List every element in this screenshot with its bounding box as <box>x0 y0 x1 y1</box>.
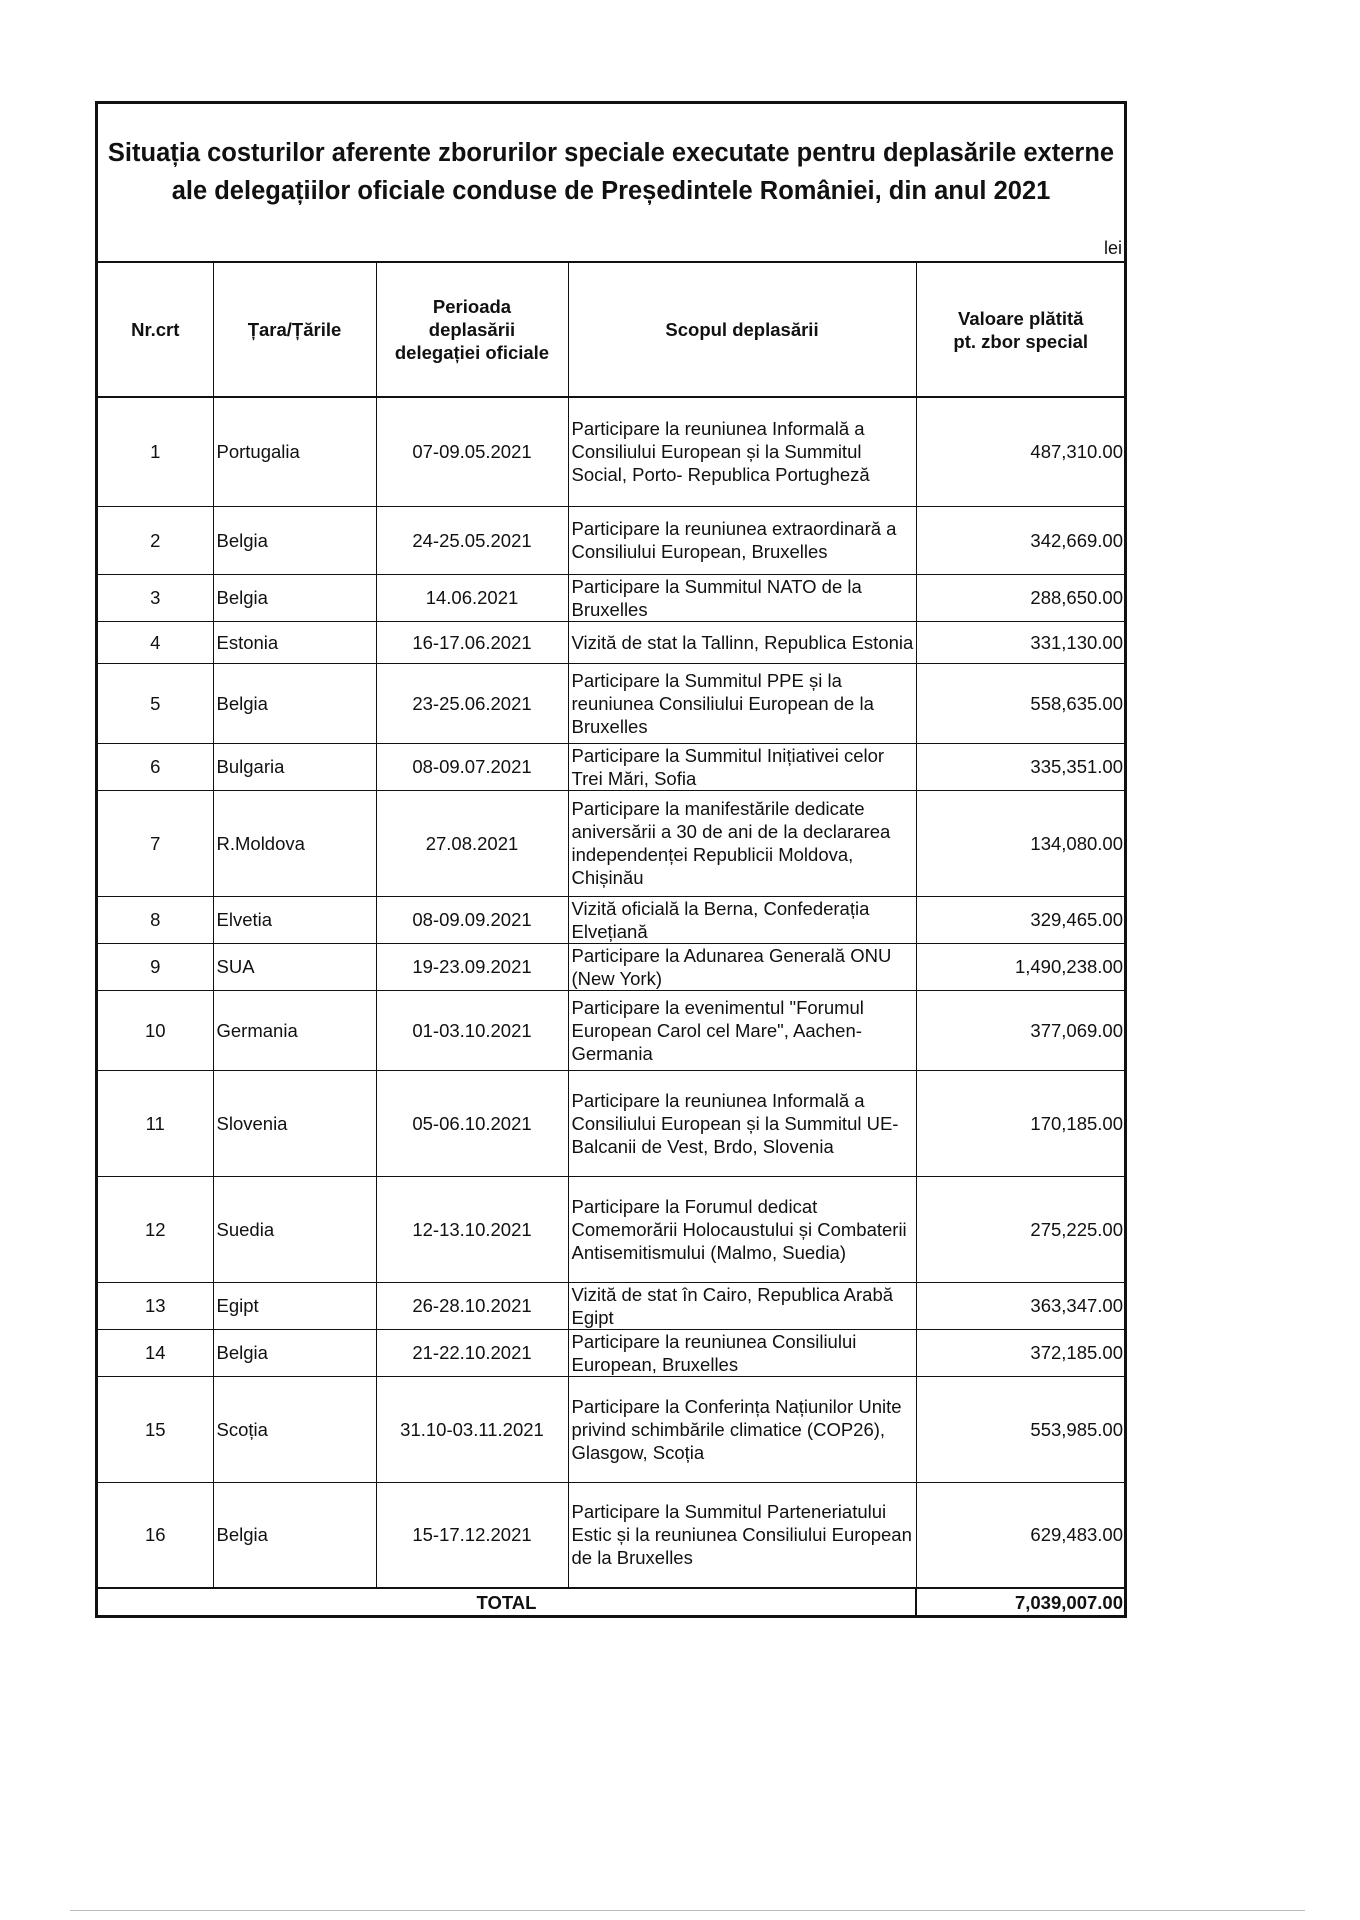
row-period-cell: 19-23.09.2021 <box>376 943 568 990</box>
row-period-cell: 16-17.06.2021 <box>376 621 568 663</box>
row-scope-cell: Participare la reuniunea Informală a Consiliului European și la Summitul Social, Porto- Republica Portugheză <box>568 397 916 506</box>
table-row <box>98 790 1125 896</box>
header-period: Perioada deplasării delegației oficiale <box>376 263 568 397</box>
table-row <box>98 743 1125 790</box>
row-period-cell: 05-06.10.2021 <box>376 1070 568 1176</box>
table-row <box>98 1282 1125 1329</box>
table-row <box>98 1176 1125 1282</box>
row-value-cell: 487,310.00 <box>916 397 1125 506</box>
row-value-cell: 288,650.00 <box>916 574 1125 621</box>
row-country-cell: SUA <box>213 943 376 990</box>
row-nr-cell: 6 <box>98 743 213 790</box>
row-value-cell: 342,669.00 <box>916 506 1125 574</box>
row-scope-cell: Participare la reuniunea Consiliului European, Bruxelles <box>568 1329 916 1376</box>
row-nr-cell: 7 <box>98 790 213 896</box>
table-row <box>98 1329 1125 1376</box>
row-period-cell: 21-22.10.2021 <box>376 1329 568 1376</box>
row-scope-cell: Vizită de stat la Tallinn, Republica Estonia <box>568 621 916 663</box>
row-nr-cell: 10 <box>98 990 213 1070</box>
row-period-cell: 15-17.12.2021 <box>376 1482 568 1588</box>
row-country-cell: Egipt <box>213 1282 376 1329</box>
table-body <box>98 397 1125 1588</box>
row-nr-cell: 1 <box>98 397 213 506</box>
row-country-cell: Slovenia <box>213 1070 376 1176</box>
row-value-cell: 329,465.00 <box>916 896 1125 943</box>
row-period-cell: 07-09.05.2021 <box>376 397 568 506</box>
row-nr-cell: 5 <box>98 663 213 743</box>
header-nr: Nr.crt <box>98 263 213 397</box>
row-scope-cell: Participare la Summitul Parteneriatului Estic și la reuniunea Consiliului European de la Bruxelles <box>568 1482 916 1588</box>
total-row <box>98 1588 1125 1615</box>
row-value-cell: 372,185.00 <box>916 1329 1125 1376</box>
row-value-cell: 134,080.00 <box>916 790 1125 896</box>
row-nr-cell: 12 <box>98 1176 213 1282</box>
row-nr-cell: 2 <box>98 506 213 574</box>
row-period-cell: 27.08.2021 <box>376 790 568 896</box>
row-nr-cell: 9 <box>98 943 213 990</box>
row-value-cell: 558,635.00 <box>916 663 1125 743</box>
row-nr-cell: 8 <box>98 896 213 943</box>
table-row <box>98 896 1125 943</box>
row-value-cell: 629,483.00 <box>916 1482 1125 1588</box>
row-nr-cell: 11 <box>98 1070 213 1176</box>
table-row <box>98 663 1125 743</box>
header-country: Țara/Țările <box>213 263 376 397</box>
table-row <box>98 1376 1125 1482</box>
row-scope-cell: Participare la Conferința Națiunilor Unite privind schimbările climatice (COP26), Glasgow, Scoția <box>568 1376 916 1482</box>
title-line-1: Situația costurilor aferente zborurilor speciale executate pentru deplasările externe <box>107 139 1115 167</box>
row-scope-cell: Participare la reuniunea extraordinară a Consiliului European, Bruxelles <box>568 506 916 574</box>
row-country-cell: Scoția <box>213 1376 376 1482</box>
table-row <box>98 621 1125 663</box>
row-value-cell: 331,130.00 <box>916 621 1125 663</box>
row-period-cell: 31.10-03.11.2021 <box>376 1376 568 1482</box>
row-country-cell: Belgia <box>213 574 376 621</box>
row-scope-cell: Vizită oficială la Berna, Confederația Elvețiană <box>568 896 916 943</box>
row-country-cell: Belgia <box>213 506 376 574</box>
row-period-cell: 01-03.10.2021 <box>376 990 568 1070</box>
row-value-cell: 275,225.00 <box>916 1176 1125 1282</box>
row-period-cell: 26-28.10.2021 <box>376 1282 568 1329</box>
page-bottom-rule <box>70 1910 1305 1911</box>
row-scope-cell: Participare la evenimentul "Forumul European Carol cel Mare", Aachen- Germania <box>568 990 916 1070</box>
document-table-frame <box>95 101 1127 1618</box>
costs-table <box>98 263 1125 1615</box>
table-row <box>98 1482 1125 1588</box>
row-period-cell: 14.06.2021 <box>376 574 568 621</box>
row-country-cell: R.Moldova <box>213 790 376 896</box>
row-value-cell: 377,069.00 <box>916 990 1125 1070</box>
row-scope-cell: Participare la Summitul NATO de la Bruxelles <box>568 574 916 621</box>
document-title <box>98 134 1124 210</box>
table-row <box>98 943 1125 990</box>
table-row <box>98 1070 1125 1176</box>
row-value-cell: 553,985.00 <box>916 1376 1125 1482</box>
row-nr-cell: 13 <box>98 1282 213 1329</box>
row-value-cell: 335,351.00 <box>916 743 1125 790</box>
row-country-cell: Belgia <box>213 1482 376 1588</box>
row-nr-cell: 14 <box>98 1329 213 1376</box>
row-country-cell: Estonia <box>213 621 376 663</box>
title-block <box>98 104 1124 263</box>
row-nr-cell: 15 <box>98 1376 213 1482</box>
row-country-cell: Bulgaria <box>213 743 376 790</box>
row-period-cell: 08-09.07.2021 <box>376 743 568 790</box>
row-country-cell: Belgia <box>213 663 376 743</box>
row-period-cell: 23-25.06.2021 <box>376 663 568 743</box>
row-scope-cell: Participare la Summitul PPE și la reuniunea Consiliului European de la Bruxelles <box>568 663 916 743</box>
row-country-cell: Portugalia <box>213 397 376 506</box>
row-nr-cell: 3 <box>98 574 213 621</box>
header-value: Valoare plătită pt. zbor special <box>916 263 1125 397</box>
row-scope-cell: Participare la Adunarea Generală ONU (New York) <box>568 943 916 990</box>
total-value: 7,039,007.00 <box>916 1588 1125 1615</box>
currency-unit: lei <box>1103 238 1122 258</box>
row-value-cell: 170,185.00 <box>916 1070 1125 1176</box>
table-row <box>98 574 1125 621</box>
table-row <box>98 990 1125 1070</box>
row-scope-cell: Participare la reuniunea Informală a Consiliului European și la Summitul UE-Balcanii de Vest, Brdo, Slovenia <box>568 1070 916 1176</box>
total-label: TOTAL <box>98 1588 916 1615</box>
table-row <box>98 397 1125 506</box>
title-line-2: ale delegațiilor oficiale conduse de Președintele României, din anul 2021 <box>171 177 1051 205</box>
row-country-cell: Suedia <box>213 1176 376 1282</box>
row-country-cell: Elvetia <box>213 896 376 943</box>
row-period-cell: 12-13.10.2021 <box>376 1176 568 1282</box>
header-row <box>98 263 1125 397</box>
header-scope: Scopul deplasării <box>568 263 916 397</box>
row-country-cell: Belgia <box>213 1329 376 1376</box>
row-nr-cell: 4 <box>98 621 213 663</box>
row-period-cell: 08-09.09.2021 <box>376 896 568 943</box>
table-row <box>98 506 1125 574</box>
row-nr-cell: 16 <box>98 1482 213 1588</box>
row-value-cell: 1,490,238.00 <box>916 943 1125 990</box>
row-period-cell: 24-25.05.2021 <box>376 506 568 574</box>
row-scope-cell: Participare la Forumul dedicat Comemorării Holocaustului și Combaterii Antisemitismului (Malmo, Suedia) <box>568 1176 916 1282</box>
row-scope-cell: Vizită de stat în Cairo, Republica Arabă Egipt <box>568 1282 916 1329</box>
row-scope-cell: Participare la manifestările dedicate aniversării a 30 de ani de la declararea independenței Republicii Moldova, Chișinău <box>568 790 916 896</box>
row-value-cell: 363,347.00 <box>916 1282 1125 1329</box>
row-scope-cell: Participare la Summitul Inițiativei celor Trei Mări, Sofia <box>568 743 916 790</box>
row-country-cell: Germania <box>213 990 376 1070</box>
